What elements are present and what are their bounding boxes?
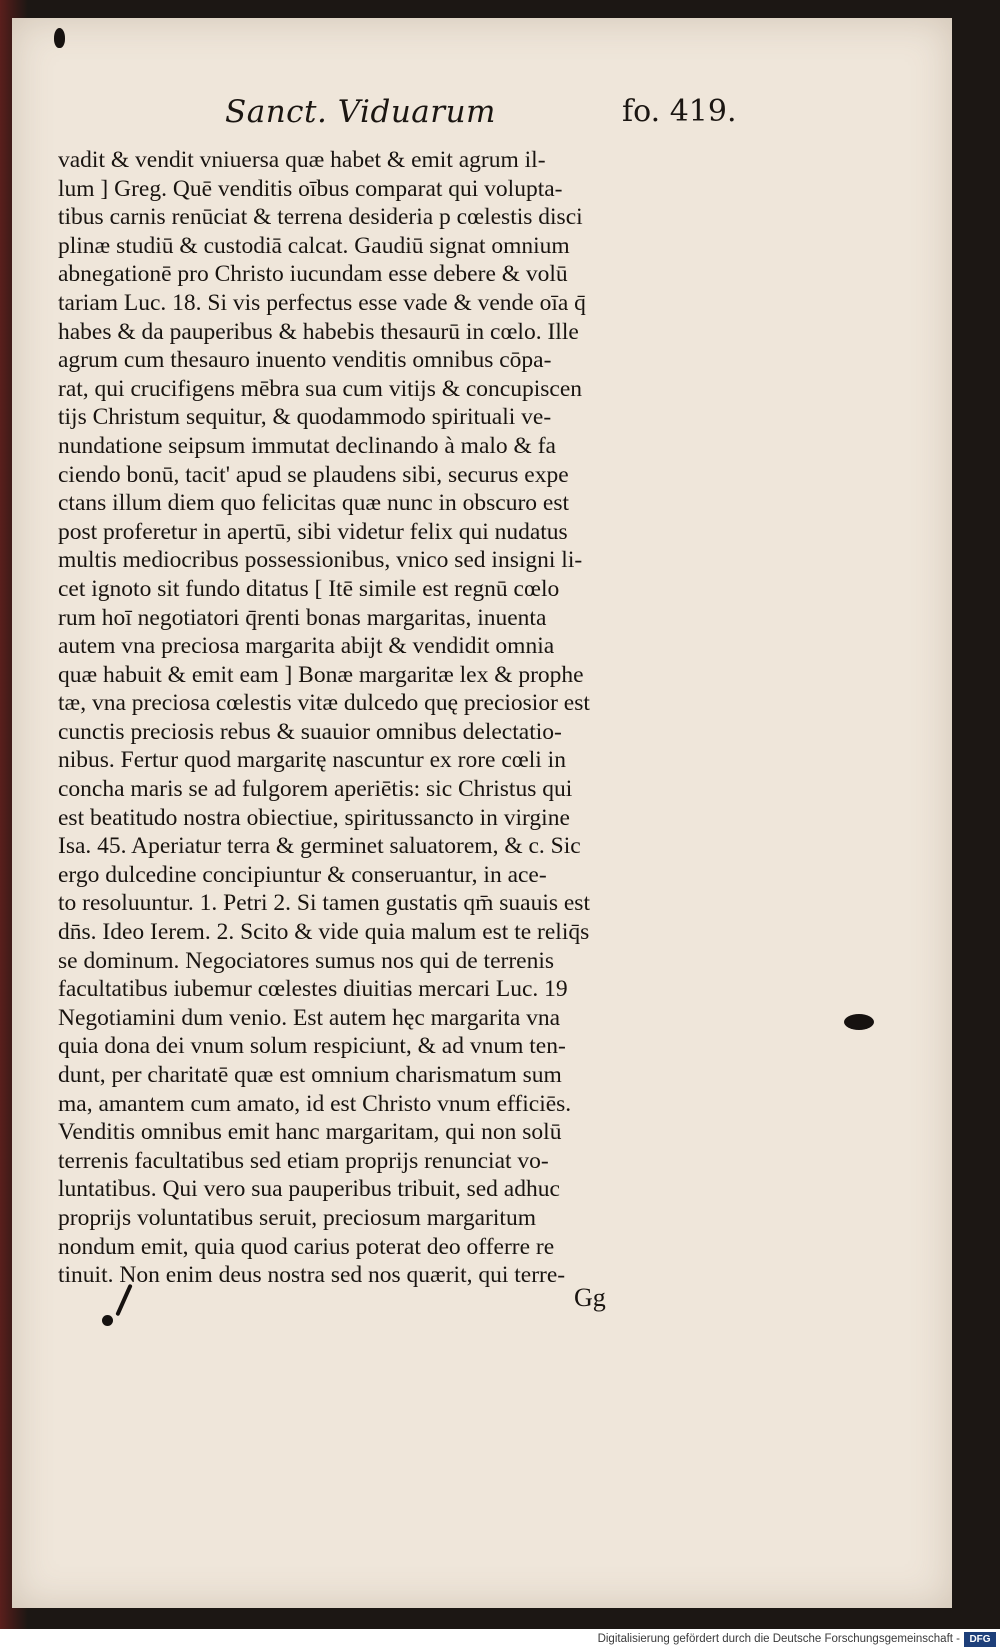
text-line: ctans illum diem quo felicitas quæ nunc in obscuro est (58, 490, 570, 517)
text-line: rat, qui crucifigens mēbra sua cum vitijs & concupiscen (58, 375, 583, 402)
text-line: to resoluuntur. 1. Petri 2. Si tamen gustatis qm̄ suauis est (58, 890, 590, 917)
running-title: Sanct. Viduarum (225, 94, 496, 130)
text-line: agrum cum thesauro inuento venditis omnibus cōpa- (58, 347, 552, 374)
text-line: lum ] Greg. Quē venditis oībus comparat qui volupta- (58, 175, 563, 202)
text-line: cet ignoto sit fundo ditatus [ Itē simile est regnū cœlo (58, 575, 560, 602)
signature-mark: Gg (574, 1283, 606, 1312)
body-text (58, 146, 708, 1290)
dfg-logo: DFG (964, 1632, 996, 1647)
folio-number: fo. 419. (622, 94, 737, 129)
text-line: Negotiamini dum venio. Est autem hęc margarita vna (58, 1004, 561, 1031)
text-line: terrenis facultatibus sed etiam proprijs renunciat vo- (58, 1147, 549, 1174)
text-line: se dominum. Negociatores sumus nos qui de terrenis (58, 947, 555, 974)
text-line: tinuit. Non enim deus nostra sed nos quærit, qui terre- (58, 1262, 566, 1289)
footer-bar (0, 1629, 1000, 1651)
ink-dot-mark (102, 1315, 113, 1326)
text-line: abnegationē pro Christo iucundam esse debere & volū (58, 261, 568, 288)
funding-credit: Digitalisierung gefördert durch die Deutsche Forschungsgemeinschaft - (597, 1633, 960, 1645)
text-line: cunctis preciosis rebus & suauior omnibus delectatio- (58, 718, 562, 745)
text-line: est beatitudo nostra obiectiue, spiritussancto in virgine (58, 804, 570, 831)
text-line: post proferetur in apertū, sibi videtur felix qui nudatus (58, 518, 568, 545)
text-line: quæ habuit & emit eam ] Bonæ margaritæ lex & prophe (58, 661, 584, 688)
text-line: tibus carnis renūciat & terrena desideria p cœlestis disci (58, 204, 583, 231)
text-line: nibus. Fertur quod margaritę nascuntur ex rore cœli in (58, 747, 566, 774)
text-line: vadit & vendit vniuersa quæ habet & emit agrum il- (58, 147, 546, 173)
page-header (12, 94, 952, 140)
text-line: luntatibus. Qui vero sua pauperibus tribuit, sed adhuc (58, 1176, 560, 1203)
text-line: ma, amantem cum amato, id est Christo vnum efficiēs. (58, 1090, 572, 1117)
text-line: facultatibus iubemur cœlestes diuitias mercari Luc. 19 (58, 976, 568, 1003)
text-line: nondum emit, quia quod carius poterat deo offerre re (58, 1233, 555, 1260)
text-line: proprijs voluntatibus seruit, preciosum margaritum (58, 1204, 536, 1231)
ink-blot-mark (844, 1014, 874, 1030)
text-line: Venditis omnibus emit hanc margaritam, qui non solū (58, 1119, 562, 1146)
text-line: tæ, vna preciosa cœlestis vitæ dulcedo quę preciosior est (58, 690, 590, 717)
text-line: dn̄s. Ideo Ierem. 2. Scito & vide quia malum est te reliq̄s (58, 919, 590, 946)
text-line: rum hoī negotiatori q̄renti bonas margaritas, inuenta (58, 604, 547, 631)
book-page (12, 18, 952, 1608)
text-line: quia dona dei vnum solum respiciunt, & ad vnum ten- (58, 1033, 566, 1060)
text-line: plinæ studiū & custodiā calcat. Gaudiū signat omnium (58, 232, 570, 259)
text-line: habes & da pauperibus & habebis thesaurū in cœlo. Ille (58, 318, 579, 345)
text-line: ciendo bonū, tacit' apud se plaudens sibi, securus expe (58, 461, 569, 488)
text-line: tariam Luc. 18. Si vis perfectus esse vade & vende oīa q̄ (58, 289, 586, 316)
text-line: nundatione seipsum immutat declinando à malo & fa (58, 432, 556, 459)
ink-blot-mark (54, 28, 65, 48)
text-line: ergo dulcedine concipiuntur & conseruantur, in ace- (58, 861, 547, 888)
text-line: multis mediocribus possessionibus, vnico sed insigni li- (58, 547, 583, 574)
text-line: tijs Christum sequitur, & quodammodo spirituali ve- (58, 404, 552, 431)
text-line: autem vna preciosa margarita abijt & vendidit omnia (58, 633, 555, 660)
text-line: concha maris se ad fulgorem aperiētis: sic Christus qui (58, 776, 573, 803)
text-line: Isa. 45. Aperiatur terra & germinet saluatorem, & c. Sic (58, 833, 581, 860)
text-line: dunt, per charitatē quæ est omnium charismatum sum (58, 1062, 562, 1088)
